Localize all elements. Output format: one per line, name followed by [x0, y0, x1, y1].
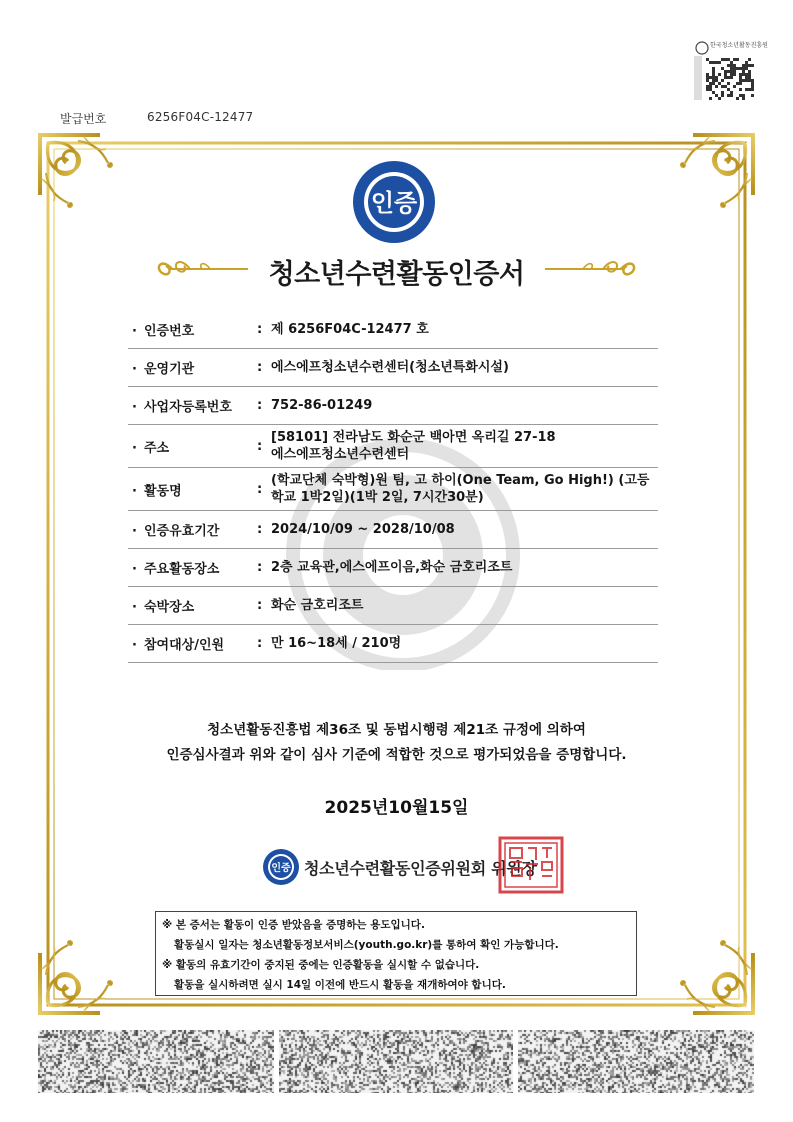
- info-value-line2: 에스에프청소년수련센터: [271, 447, 410, 462]
- info-label: 주요활동장소: [144, 562, 220, 577]
- info-value: 2층 교육관,에스에프이음,화순 금호리조트: [271, 560, 513, 575]
- legal-statement-line1: 청소년활동진흥법 제36조 및 동법시행령 제21조 규정에 의하여: [207, 722, 586, 738]
- info-label: 활동명: [144, 483, 182, 499]
- issue-number-value: 6256F04C-12477: [147, 110, 254, 124]
- certification-logo-icon: [352, 160, 436, 244]
- official-seal-icon: [498, 836, 564, 894]
- document-qr-seal-icon: [694, 40, 754, 100]
- issue-date: 2025년10월15일: [324, 798, 469, 818]
- info-row-activity-place: · 주요활동장소 : 2층 교육관,에스에프이음,화순 금호리조트: [128, 549, 658, 587]
- notice-line: ※ 본 증서는 활동이 인증 받았음을 증명하는 용도입니다.: [162, 919, 425, 931]
- info-row-cert-number: · 인증번호 : 제 6256F04C-12477 호: [128, 311, 658, 349]
- info-label: 참여대상/인원: [144, 638, 225, 653]
- notice-line: 활동실시 일자는 청소년활동정보서비스(youth.go.kr)를 통하여 확인 가능합니다.: [174, 939, 559, 951]
- info-value-line2: 학교 1박2일)(1박 2일, 7시간30분): [271, 490, 484, 505]
- info-row-participants: · 참여대상/인원 : 만 16~18세 / 210명: [128, 625, 658, 663]
- info-label: 인증번호: [144, 324, 195, 339]
- info-row-address: · 주소 : [58101] 전라남도 화순군 백아면 옥리길 27-18 에스에프청소년수련센터: [128, 425, 658, 468]
- info-value: [58101] 전라남도 화순군 백아면 옥리길 27-18: [271, 430, 556, 445]
- info-value: 만 16~18세 / 210명: [271, 636, 402, 651]
- security-pattern: [38, 1030, 274, 1093]
- committee-logo-icon: [262, 848, 300, 886]
- seal-caption: 한국청소년활동진흥원: [710, 42, 768, 49]
- security-pattern: [518, 1030, 754, 1093]
- info-label: 주소: [144, 440, 170, 456]
- info-row-validity: · 인증유효기간 : 2024/10/09 ~ 2028/10/08: [128, 511, 658, 549]
- info-row-activity-name: · 활동명 : (학교단체 숙박형)원 팀, 고 하이(One Team, Go High!) (고등 학교 1박2일)(1박 2일, 7시간30분): [128, 468, 658, 511]
- info-label: 인증유효기간: [144, 524, 220, 539]
- issue-number-label: 발급번호: [60, 112, 107, 126]
- info-value: 2024/10/09 ~ 2028/10/08: [271, 522, 455, 537]
- security-pattern: [279, 1030, 513, 1093]
- info-label: 숙박장소: [144, 600, 195, 615]
- committee-name: 청소년수련활동인증위원회 위원장: [304, 859, 537, 878]
- certificate-title: 청소년수련활동인증서: [268, 259, 525, 290]
- info-value: 에스에프청소년수련센터(청소년특화시설): [271, 360, 509, 375]
- info-value: (학교단체 숙박형)원 팀, 고 하이(One Team, Go High!) (고등: [271, 473, 650, 488]
- notice-box: [155, 911, 637, 996]
- info-row-business-number: · 사업자등록번호 : 752-86-01249: [128, 387, 658, 425]
- info-value: 화순 금호리조트: [271, 598, 364, 613]
- title-ornament-right-icon: [543, 252, 643, 286]
- title-banner: [150, 246, 643, 292]
- notice-line: 활동을 실시하려면 실시 14일 이전에 반드시 활동을 재개하여야 합니다.: [174, 979, 506, 991]
- logo-text: 인증: [370, 189, 418, 217]
- info-value: 제 6256F04C-12477 호: [271, 322, 429, 337]
- committee-logo-text: 인증: [271, 863, 291, 874]
- info-row-lodging: · 숙박장소 : 화순 금호리조트: [128, 587, 658, 625]
- info-label: 사업자등록번호: [144, 400, 232, 415]
- certificate-info-table: [128, 311, 658, 663]
- info-value: 752-86-01249: [271, 398, 373, 413]
- info-label: 운영기관: [144, 362, 195, 377]
- notice-line: ※ 활동의 유효기간이 중지된 중에는 인증활동을 실시할 수 없습니다.: [162, 959, 480, 971]
- info-row-operator: · 운영기관 : 에스에프청소년수련센터(청소년특화시설): [128, 349, 658, 387]
- legal-statement-line2: 인증심사결과 위와 같이 심사 기준에 적합한 것으로 평가되었음을 증명합니다.: [166, 747, 627, 763]
